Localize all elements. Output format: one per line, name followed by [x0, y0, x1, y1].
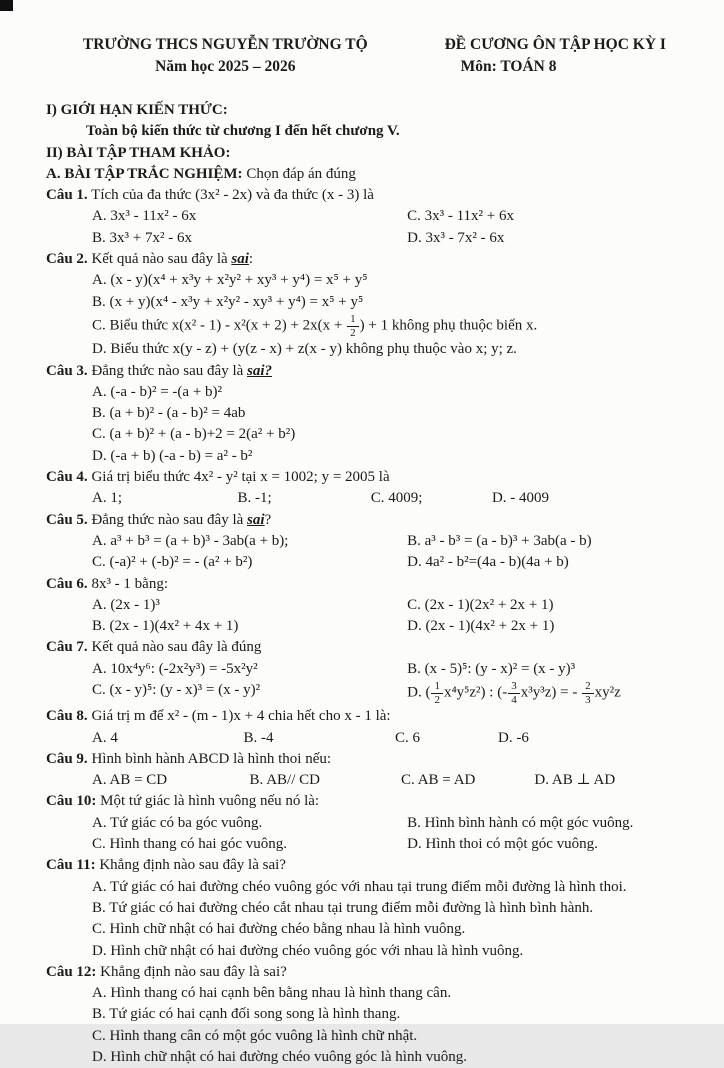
question-4-options: [92, 488, 698, 509]
question-10-heading: Câu 10: Một tứ giác là hình vuông nếu nó là:: [46, 793, 320, 810]
question-3-options: [92, 382, 698, 467]
q6-option-b: B. (2x - 1)(4x² + 4x + 1): [92, 618, 239, 635]
q9-option-c: C. AB = AD: [401, 772, 476, 789]
q8-option-d: D. -6: [498, 729, 529, 746]
q5-option-c: C. (-a)² + (-b)² = - (a² + b²): [92, 554, 253, 571]
question-5: [46, 510, 698, 574]
question-7-number: Câu 7.: [46, 639, 88, 656]
question-11-heading: Câu 11: Khẳng định nào sau đây là sai?: [46, 857, 286, 874]
q10-option-d: D. Hình thoi có một góc vuông.: [407, 836, 598, 853]
question-5-heading: Câu 5. Đẳng thức nào sau đây là sai?: [46, 511, 272, 528]
question-2: [46, 249, 698, 360]
question-3: [46, 361, 698, 467]
document-header: [46, 34, 698, 78]
q5-option-d: D. 4a² - b²=(4a - b)(4a + b): [407, 554, 569, 571]
subject-line: Môn: TOÁN 8: [460, 58, 557, 75]
q7-option-a: A. 10x⁴y⁶: (-2x²y³) = -5x²y²: [92, 660, 258, 677]
question-8: [46, 706, 698, 749]
question-6-number: Câu 6.: [46, 575, 88, 592]
school-year: Năm học 2025 – 2026: [155, 58, 296, 75]
q9-option-d: D. AB ⊥ AD: [534, 772, 616, 789]
q3-option-c: C. (a + b)² + (a - b)+2 = 2(a² + b²): [92, 426, 296, 443]
question-1-heading: Câu 1. Tích của đa thức (3x² - 2x) và đa thức (x - 3) là: [46, 187, 374, 204]
question-9-options: [92, 770, 698, 791]
question-2-heading: Câu 2. Kết quả nào sau đây là sai:: [46, 251, 254, 268]
document-title: ĐỀ CƯƠNG ÔN TẬP HỌC KỲ I: [444, 36, 666, 53]
school-name: TRƯỜNG THCS NGUYỄN TRƯỜNG TỘ: [82, 36, 368, 53]
intro-sections: [46, 100, 698, 185]
q11-option-d: D. Hình chữ nhật có hai đường chéo vuông góc với nhau là hình vuông.: [92, 942, 524, 959]
question-11: [46, 855, 698, 961]
question-9-number: Câu 9.: [46, 750, 88, 767]
q6-option-a: A. (2x - 1)³: [92, 596, 160, 613]
q11-option-a: A. Tứ giác có hai đường chéo vuông góc với nhau tại trung điểm mỗi đường là hình thoi.: [92, 878, 627, 895]
question-10-number: Câu 10:: [46, 793, 97, 810]
underlined-keyword: sai?: [247, 362, 273, 379]
q5-option-b: B. a³ - b³ = (a - b)³ + 3ab(a - b): [407, 532, 592, 549]
question-8-options: [92, 728, 698, 749]
q2-option-a: A. (x - y)(x⁴ + x³y + x²y² + xy³ + y⁴) = x⁵ + y⁵: [92, 272, 368, 289]
question-11-number: Câu 11:: [46, 857, 96, 874]
question-12-number: Câu 12:: [46, 963, 97, 980]
q8-option-b: B. -4: [243, 729, 274, 746]
question-10: [46, 791, 698, 855]
q4-option-d: D. - 4009: [491, 490, 550, 507]
q5-option-a: A. a³ + b³ = (a + b)³ - 3ab(a + b);: [92, 532, 289, 549]
q10-option-b: B. Hình bình hành có một góc vuông.: [407, 814, 634, 831]
question-10-options: [92, 813, 698, 856]
q2-option-b: B. (x + y)(x⁴ - x³y + x²y² - xy³ + y⁴) = x⁵ + y⁵: [92, 293, 364, 310]
fraction: $\frac{2}{3}$: [582, 680, 594, 706]
question-7-heading: Câu 7. Kết quả nào sau đây là đúng: [46, 639, 262, 656]
question-7-options: [92, 659, 698, 707]
question-6-options: [92, 595, 698, 638]
q7-option-b: B. (x - 5)⁵: (y - x)² = (x - y)³: [407, 660, 576, 677]
q7-option-d: D. ( $\frac{1}{2}$ x⁴y⁵z²) : (- $\frac{3}{4}$ x³y³z) = - $\frac{2}{3}$ xy²z: [407, 680, 621, 706]
q4-option-c: C. 4009;: [370, 490, 423, 507]
scan-artifact: [0, 0, 13, 11]
question-2-options: [92, 270, 698, 360]
underlined-keyword: sai: [247, 511, 265, 528]
question-11-options: [92, 877, 698, 962]
q3-option-b: B. (a + b)² - (a - b)² = 4ab: [92, 405, 246, 422]
q9-option-b: B. AB// CD: [249, 772, 320, 789]
q12-option-a: A. Hình thang có hai cạnh bên bằng nhau là hình thang cân.: [92, 985, 452, 1002]
question-2-number: Câu 2.: [46, 251, 88, 268]
q4-option-b: B. -1;: [237, 490, 272, 507]
q1-option-a: A. 3x³ - 11x² - 6x: [92, 208, 197, 225]
question-4-heading: Câu 4. Giá trị biểu thức 4x² - y² tại x = 1002; y = 2005 là: [46, 469, 390, 486]
q8-option-c: C. 6: [395, 729, 421, 746]
question-1-number: Câu 1.: [46, 187, 88, 204]
q2-option-d: D. Biểu thức x(y - z) + (y(z - x) + z(x - y) không phụ thuộc vào x; y; z.: [92, 341, 517, 358]
question-9: [46, 749, 698, 792]
q11-option-b: B. Tứ giác có hai đường chéo cắt nhau tại trung điểm mỗi đường là hình bình hành.: [92, 899, 594, 916]
question-3-heading: Câu 3. Đẳng thức nào sau đây là sai?: [46, 362, 273, 379]
q2-option-c: C. Biểu thức x(x² - 1) - x²(x + 2) + 2x(x + $\frac{1}{2}$ ) + 1 không phụ thuộc biến x.: [92, 312, 538, 339]
q4-option-a: A. 1;: [92, 490, 122, 507]
question-12: [46, 962, 698, 1068]
q12-option-b: B. Tứ giác có hai cạnh đối song song là hình thang.: [92, 1006, 401, 1023]
question-6: [46, 574, 698, 638]
section-1-label: I) GIỚI HẠN KIẾN THỨC:: [46, 102, 228, 118]
q3-option-d: D. (-a + b) (-a - b) = a² - b²: [92, 447, 253, 464]
question-4: [46, 467, 698, 510]
question-12-options: [92, 983, 698, 1068]
q6-option-d: D. (2x - 1)(4x² + 2x + 1): [407, 618, 555, 635]
q12-option-c: C. Hình thang cân có một góc vuông là hình chữ nhật.: [92, 1027, 418, 1044]
fraction: $\frac{1}{2}$: [431, 680, 443, 706]
question-3-number: Câu 3.: [46, 362, 88, 379]
question-4-number: Câu 4.: [46, 469, 88, 486]
q8-option-a: A. 4: [92, 729, 118, 746]
q10-option-a: A. Tứ giác có ba góc vuông.: [92, 814, 263, 831]
school-block: [46, 34, 405, 78]
q1-option-c: C. 3x³ - 11x² + 6x: [407, 208, 515, 225]
fraction: $\frac{3}{4}$: [508, 680, 520, 706]
question-5-options: [92, 531, 698, 574]
q6-option-c: C. (2x - 1)(2x² + 2x + 1): [407, 596, 554, 613]
question-8-number: Câu 8.: [46, 708, 88, 725]
q11-option-c: C. Hình chữ nhật có hai đường chéo bằng nhau là hình vuông.: [92, 921, 466, 938]
q7-option-c: C. (x - y)⁵: (y - x)³ = (x - y)²: [92, 682, 261, 698]
section-a-instruction: Chọn đáp án đúng: [242, 165, 356, 182]
question-7: [46, 637, 698, 706]
q9-option-a: A. AB = CD: [92, 772, 168, 789]
q1-option-b: B. 3x³ + 7x² - 6x: [92, 229, 192, 246]
question-1: [46, 185, 698, 249]
fraction: $\frac{1}{2}$: [347, 313, 359, 339]
title-block: [405, 34, 698, 78]
question-5-number: Câu 5.: [46, 511, 88, 528]
section-1-body: Toàn bộ kiến thức từ chương I đến hết chương V.: [86, 123, 400, 140]
q10-option-c: C. Hình thang có hai góc vuông.: [92, 836, 287, 853]
q1-option-d: D. 3x³ - 7x² - 6x: [407, 229, 505, 246]
question-6-heading: Câu 6. 8x³ - 1 bằng:: [46, 575, 169, 592]
underlined-keyword: sai: [231, 251, 249, 268]
question-12-heading: Câu 12: Khẳng định nào sau đây là sai?: [46, 963, 287, 980]
section-a-label: A. BÀI TẬP TRẮC NGHIỆM: Chọn đáp án đúng: [46, 165, 356, 182]
question-9-heading: Câu 9. Hình bình hành ABCD là hình thoi nếu:: [46, 750, 332, 767]
q12-option-d: D. Hình chữ nhật có hai đường chéo vuông góc là hình vuông.: [92, 1049, 467, 1066]
question-8-heading: Câu 8. Giá trị m để x² - (m - 1)x + 4 chia hết cho x - 1 là:: [46, 708, 391, 725]
question-1-options: [92, 206, 698, 249]
q3-option-a: A. (-a - b)² = -(a + b)²: [92, 383, 223, 400]
section-2-label: II) BÀI TẬP THAM KHẢO:: [46, 144, 231, 161]
